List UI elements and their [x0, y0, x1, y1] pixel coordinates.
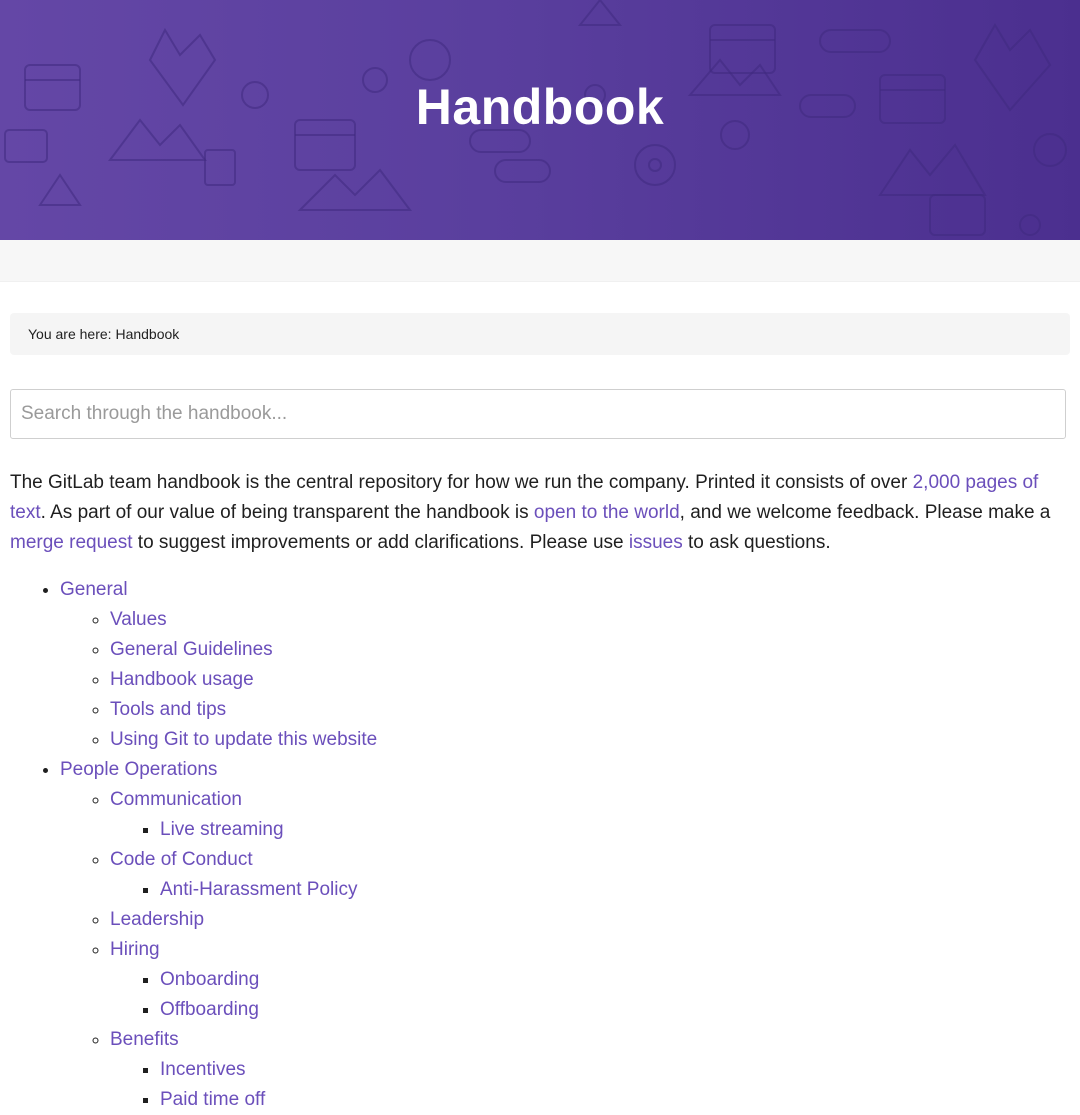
- nav-link-paid-time-off[interactable]: Paid time off: [160, 1089, 266, 1110]
- subheader-bar: [0, 240, 1080, 282]
- nav-item-paid-time-off: [160, 1085, 1070, 1115]
- nav-item-leadership: [110, 905, 1070, 935]
- nav-link-live-streaming[interactable]: Live streaming: [160, 819, 284, 840]
- nav-item-people-operations: [60, 755, 1070, 1115]
- handbook-nav-list: [10, 575, 1070, 1115]
- intro-text: . As part of our value of being transparent the handbook is: [40, 502, 534, 523]
- nav-link-values[interactable]: Values: [110, 609, 167, 630]
- intro-text: to suggest improvements or add clarifications. Please use: [132, 532, 629, 553]
- nav-item-incentives: [160, 1055, 1070, 1085]
- nav-link-offboarding[interactable]: Offboarding: [160, 999, 259, 1020]
- page-title: Handbook: [415, 79, 665, 135]
- nav-link-code-of-conduct[interactable]: Code of Conduct: [110, 849, 253, 870]
- hero-banner: [0, 0, 1080, 240]
- code-of-conduct-sublist: [110, 875, 1070, 905]
- nav-item-code-of-conduct: [110, 845, 1070, 905]
- breadcrumb: [10, 313, 1070, 355]
- nav-link-using-git[interactable]: Using Git to update this website: [110, 729, 378, 750]
- intro-text: , and we welcome feedback. Please make a: [679, 502, 1051, 523]
- nav-item-offboarding: [160, 995, 1070, 1025]
- nav-item-communication: [110, 785, 1070, 845]
- nav-link-communication[interactable]: Communication: [110, 789, 242, 810]
- general-sublist: [60, 605, 1070, 755]
- issues-link[interactable]: issues: [628, 532, 683, 553]
- nav-item-handbook-usage: [110, 665, 1070, 695]
- nav-link-people-operations[interactable]: People Operations: [60, 759, 218, 780]
- nav-item-general-guidelines: [110, 635, 1070, 665]
- handbook-search-input[interactable]: [10, 389, 1066, 439]
- hiring-sublist: [110, 965, 1070, 1025]
- nav-item-values: [110, 605, 1070, 635]
- intro-paragraph: [10, 468, 1070, 558]
- breadcrumb-current: Handbook: [115, 326, 180, 342]
- people-operations-sublist: [60, 785, 1070, 1115]
- nav-item-hiring: [110, 935, 1070, 1025]
- benefits-sublist: [110, 1055, 1070, 1115]
- pages-of-text-link[interactable]: 2,000 pages of text: [10, 472, 1039, 523]
- nav-link-onboarding[interactable]: Onboarding: [160, 969, 260, 990]
- main-content: [0, 313, 1080, 1115]
- nav-link-general-guidelines[interactable]: General Guidelines: [110, 639, 273, 660]
- nav-link-leadership[interactable]: Leadership: [110, 909, 205, 930]
- nav-item-benefits: [110, 1025, 1070, 1115]
- nav-link-anti-harassment[interactable]: Anti-Harassment Policy: [160, 879, 358, 900]
- nav-item-using-git: [110, 725, 1070, 755]
- breadcrumb-prefix: You are here:: [28, 326, 112, 342]
- nav-link-incentives[interactable]: Incentives: [160, 1059, 246, 1080]
- intro-text: The GitLab team handbook is the central repository for how we run the company. Printed it consists of over: [10, 472, 913, 493]
- nav-item-anti-harassment: [160, 875, 1070, 905]
- merge-request-link[interactable]: merge request: [10, 532, 133, 553]
- nav-link-handbook-usage[interactable]: Handbook usage: [110, 669, 254, 690]
- nav-item-onboarding: [160, 965, 1070, 995]
- nav-link-general[interactable]: General: [60, 579, 128, 600]
- nav-item-live-streaming: [160, 815, 1070, 845]
- communication-sublist: [110, 815, 1070, 845]
- nav-link-tools-and-tips[interactable]: Tools and tips: [110, 699, 227, 720]
- nav-link-benefits[interactable]: Benefits: [110, 1029, 179, 1050]
- nav-item-tools-and-tips: [110, 695, 1070, 725]
- nav-item-general: [60, 575, 1070, 755]
- intro-text: to ask questions.: [682, 532, 831, 553]
- open-to-world-link[interactable]: open to the world: [533, 502, 680, 523]
- nav-link-hiring[interactable]: Hiring: [110, 939, 160, 960]
